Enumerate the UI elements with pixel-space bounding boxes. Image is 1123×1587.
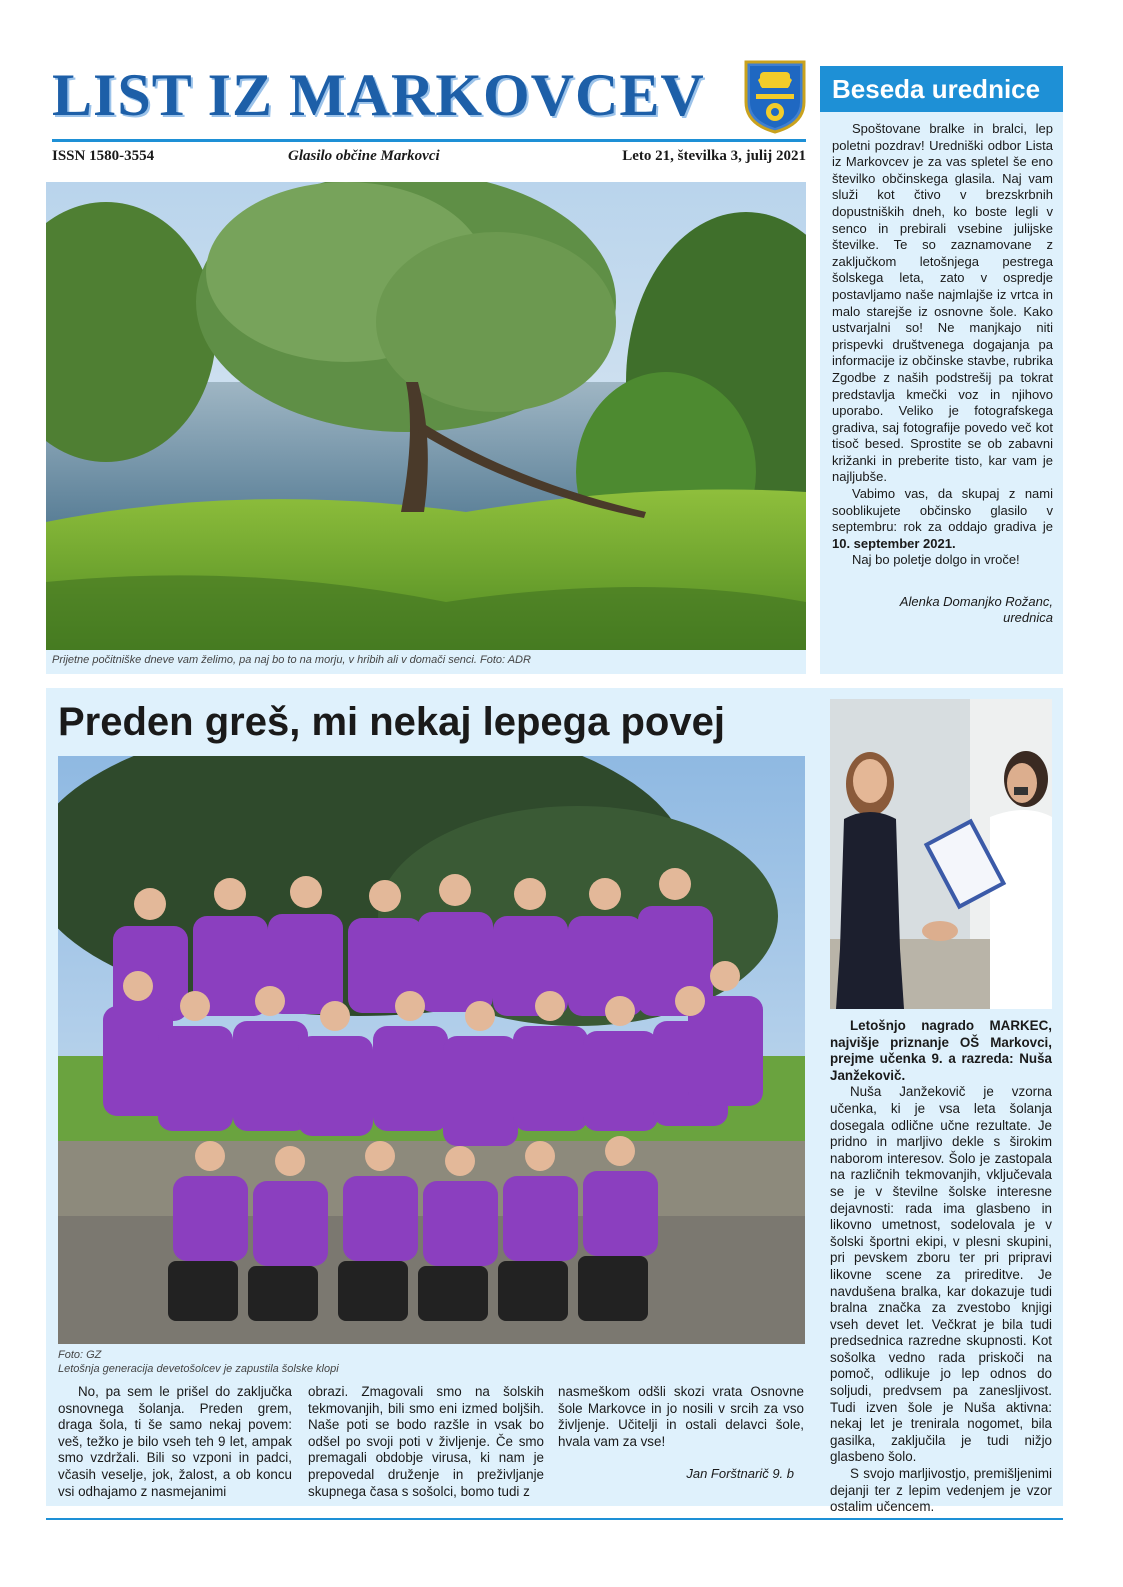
editor-header bbox=[820, 66, 1063, 112]
masthead-title: LIST IZ MARKOVCEV bbox=[52, 62, 705, 128]
masthead-rule bbox=[52, 139, 806, 142]
river-landscape-photo bbox=[46, 182, 806, 650]
deadline-intro: Vabimo vas, da skupaj z nami sooblikujete občinsko glasilo v septembru: rok za oddajo gradiva je bbox=[832, 486, 1053, 535]
page-bottom-rule bbox=[46, 1518, 1063, 1520]
award-text bbox=[830, 1018, 1052, 1516]
editor-closing: Naj bo poletje dolgo in vroče! bbox=[852, 552, 1020, 568]
top-photo-caption: Prijetne počitniške dneve vam želimo, pa naj bo to na morju, v hribih ali v domači senci. Foto: ADR bbox=[52, 654, 531, 666]
article-text-col1: No, pa sem le prišel do zaključka osnovnega šolanja. Preden grem, draga šola, ti še samo nekaj povem: veš, težko je bilo vseh teh 9 let, ampak smo vzdržali. Bili so vzponi in padci, včasih veselje, jok, žalost, a ob koncu vsi odhajamo z nasmejanimi bbox=[58, 1384, 292, 1499]
group-photo-captions bbox=[58, 1348, 339, 1376]
group-photo-caption: Letošnja generacija devetošolcev je zapustila šolske klopi bbox=[58, 1363, 339, 1375]
masthead bbox=[52, 62, 732, 128]
article-title: Preden greš, mi nekaj lepega povej bbox=[58, 700, 725, 744]
editor-body bbox=[832, 121, 1053, 569]
editor-author: Alenka Domanjko Rožanc, bbox=[899, 594, 1053, 609]
group-photo-credit: Foto: GZ bbox=[58, 1349, 102, 1361]
article-column-3 bbox=[558, 1384, 804, 1450]
publication-subtitle: Glasilo občine Markovci bbox=[288, 148, 440, 164]
award-body: Nuša Janžekovič je vzorna učenka, ki je vsa leta šolanja dosegala odlične učne rezultate. Je pridno in marljivo dekle s širokim naborom interesov. Šolo je zastopala na različnih tekmovanjih, vključevala se je v številne šolske interesne dejavnosti: rada ima glasbeno in likovno umetnost, sodelovala je v šolski športni ekipi, v plesni skupini, pri pevskem zboru ter pri pripravi likovne scene za prireditve. Je navdušena bralka, kar dokazuje tudi bralna značka za zvestobo knjigi vseh devet let. Večkrat je bila tudi predsednica razredne skupnosti. Kot sošolka vedno rada priskoči na pomoč, odlikuje jo lep odnos do soljudi, predvsem pa zanesljivost. Tudi izven šole je Nuša aktivna: nekaj let je trenirala nogomet, bila gasilka, zaključila je tudi nižjo glasbeno šolo. bbox=[830, 1084, 1052, 1465]
class-group-photo bbox=[58, 756, 805, 1344]
deadline-date: 10. september 2021. bbox=[832, 535, 956, 551]
municipal-crest-icon bbox=[742, 58, 808, 134]
article-column-2 bbox=[308, 1384, 544, 1500]
article-column-1 bbox=[58, 1384, 292, 1500]
masthead-meta bbox=[52, 148, 806, 170]
award-ceremony-photo bbox=[830, 699, 1052, 1009]
issn-label: ISSN 1580-3554 bbox=[52, 148, 155, 164]
editor-role: urednica bbox=[1003, 610, 1053, 625]
issue-label: Leto 21, številka 3, julij 2021 bbox=[622, 148, 806, 164]
award-closing: S svojo marljivostjo, premišljenimi dejanji ter z lepim vedenjem je vzor ostalim učencem. bbox=[830, 1466, 1052, 1515]
article-text-col3: nasmeškom odšli skozi vrata Osnovne šole Markovce in jo nosili v srcih za vso življenje. Učitelji in ostali delavci šole, hvala vam za vse! bbox=[558, 1384, 804, 1449]
editor-paragraph: Spoštovane bralke in bralci, lep poletni pozdrav! Uredniški odbor Lista iz Markovcev je za vas spletel še eno številko občinskega glasila. Naj vam služi kot čtivo v brezskrbnih dopustniških dneh, ko boste legli v senco in prebirali vsebine julijske številke. Te so zaznamovane z zaključkom letošnjega pestrega šolskega leta, zato v ospredje postavljamo naše najmlajše iz vrtca in malo starejše iz osnovne šole. Kako ustvarjalni so! Ne manjkajo niti prispevki društvenega dogajanja pa informacije iz občinske stavbe, rubrika Zgodbe z naših podstrešij pa tokrat predstavlja kmečki voz in njihovo uporabo. Veliko je fotografskega gradiva, saj fotografije povedo več kot tisoč besed. Sprostite se ob zabavni križanki in preberite tisto, kar vam je najljubše. bbox=[832, 121, 1053, 485]
article-author: Jan Forštnarič 9. b bbox=[686, 1466, 794, 1481]
editor-signature bbox=[832, 594, 1053, 626]
editor-heading: Beseda urednice bbox=[832, 74, 1041, 104]
article-text-col2: obrazi. Zmagovali smo na šolskih tekmovanjih, bili smo eni izmed boljših. Naše poti se bodo razšle in vsak bo odšel po svoji poti v življenje. Če smo premagali obdobje virusa, ki nam je prepovedal druženje in preživljanje skupnega časa s sošolci, bomo tudi z bbox=[308, 1384, 544, 1499]
award-lead: Letošnjo nagrado MARKEC, najvišje priznanje OŠ Markovci, prejme učenka 9. a razreda: Nuša Janžekovič. bbox=[830, 1018, 1052, 1083]
editor-deadline bbox=[832, 486, 1053, 552]
